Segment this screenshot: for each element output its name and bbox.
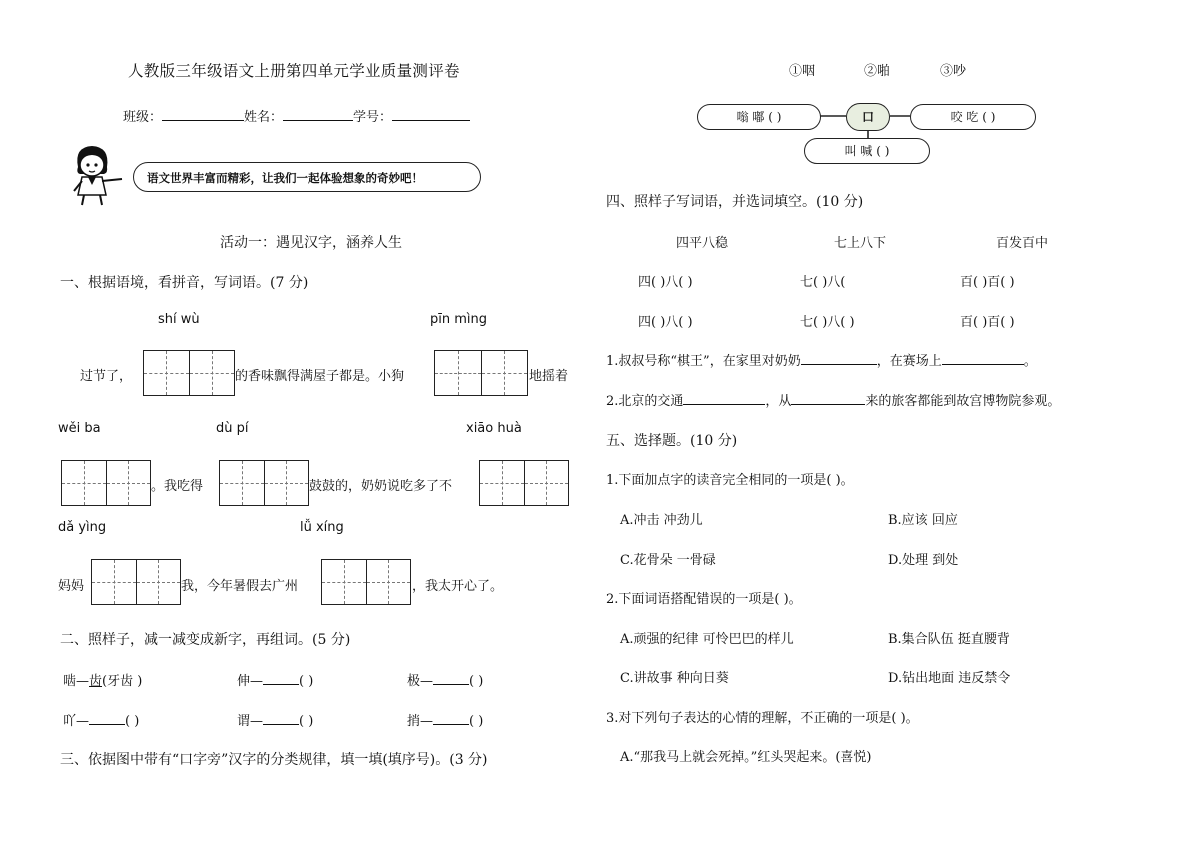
q2-word-ya[interactable]: ( ) <box>125 714 140 729</box>
q2-item-ya <box>63 710 139 729</box>
q2-char-shao: 捎— <box>407 714 434 729</box>
tianzige-dupi[interactable] <box>219 460 309 506</box>
q2-example <box>63 670 142 689</box>
q4-s1-part1: 1.叔叔号称“棋王”，在家里对奶奶 <box>606 354 801 369</box>
diagram-center-kou: 口 <box>846 103 890 131</box>
q2-char-ya: 吖— <box>63 714 90 729</box>
tianzige-xiaohua[interactable] <box>479 460 569 506</box>
q5-question-1: 1.下面加点字的读音完全相同的一项是( )。 <box>606 473 854 488</box>
q2-blank-ji[interactable] <box>433 671 469 685</box>
q2-item-shao <box>407 710 483 729</box>
q2-blank-ya[interactable] <box>89 711 125 725</box>
name-blank[interactable] <box>283 107 353 121</box>
q2-item-ji <box>407 670 483 689</box>
pinyin-dupi: dù pí <box>216 421 249 436</box>
q5-question-3: 3.对下列句子表达的心情的理解，不正确的一项是( )。 <box>606 711 919 726</box>
q1-text-5: 鼓鼓的，奶奶说吃多了不 <box>309 479 453 494</box>
q2-example-answer: 齿 <box>89 674 103 689</box>
class-blank[interactable] <box>162 107 244 121</box>
id-blank[interactable] <box>392 107 470 121</box>
q4-s1-blank2[interactable] <box>942 351 1024 365</box>
option-3: ③吵 <box>940 64 967 79</box>
q2-heading: 二、照样子，减一减变成新字，再组词。(5 分) <box>60 632 351 648</box>
id-label: 学号： <box>353 110 393 125</box>
q5-2-option-b[interactable]: B.集合队伍 挺直腰背 <box>888 632 1010 647</box>
q4-example-1: 四平八稳 <box>676 236 729 251</box>
q5-2-option-a[interactable]: A.顽强的纪律 可怜巴巴的样儿 <box>620 632 794 647</box>
q4-s1-part2: ，在赛场上 <box>876 354 942 369</box>
pinyin-lvxing: lǚ xíng <box>300 520 344 535</box>
q2-example-char: 啮— <box>63 674 90 689</box>
q4-blank-qi-1[interactable]: 七( )八( <box>800 275 846 290</box>
diagram-right-group[interactable]: 咬 吃 ( ) <box>910 104 1036 130</box>
q2-char-wei: 谓— <box>237 714 264 729</box>
q2-item-shen <box>237 670 313 689</box>
q4-sentence-2 <box>606 390 1060 409</box>
q1-text-7: 我，今年暑假去广州 <box>181 579 299 594</box>
q2-blank-shao[interactable] <box>433 711 469 725</box>
activity-heading: 活动一：遇见汉字，涵养人生 <box>220 235 402 251</box>
q5-1-option-c[interactable]: C.花骨朵 一骨碌 <box>620 553 716 568</box>
page-title: 人教版三年级语文上册第四单元学业质量测评卷 <box>128 62 460 80</box>
q4-blank-si-1[interactable]: 四( )八( ) <box>638 275 693 290</box>
pinyin-weiba: wěi ba <box>58 421 101 436</box>
q4-blank-qi-2[interactable]: 七( )八( ) <box>800 315 855 330</box>
q5-2-option-d[interactable]: D.钻出地面 违反禁令 <box>888 671 1011 686</box>
speech-bubble-text: 语文世界丰富而精彩，让我们一起体验想象的奇妙吧！ <box>147 171 423 185</box>
q5-1-option-a[interactable]: A.冲击 冲劲儿 <box>620 513 703 528</box>
speech-bubble <box>133 162 481 192</box>
q4-blank-si-2[interactable]: 四( )八( ) <box>638 315 693 330</box>
q1-text-3: 地摇着 <box>529 369 569 384</box>
q1-heading: 一、根据语境，看拼音，写词语。(7 分) <box>60 275 309 291</box>
q2-blank-shen[interactable] <box>263 671 299 685</box>
q4-s1-blank1[interactable] <box>801 351 877 365</box>
option-1: ①咽 <box>789 64 816 79</box>
class-label: 班级： <box>123 110 163 125</box>
q4-s2-part1: 2.北京的交通 <box>606 394 684 409</box>
q1-text-6: 妈妈 <box>58 579 85 594</box>
q2-item-wei <box>237 710 313 729</box>
q2-example-word: (牙齿 ) <box>102 674 143 689</box>
pinyin-daying: dǎ yìng <box>58 520 107 535</box>
pinyin-pinming: pīn mìng <box>430 312 488 327</box>
q2-blank-wei[interactable] <box>263 711 299 725</box>
girl-illustration-icon <box>64 143 130 207</box>
q2-word-shao[interactable]: ( ) <box>469 714 484 729</box>
q4-s2-part3: 来的旅客都能到故宫博物院参观。 <box>865 394 1061 409</box>
q1-text-8: ，我太开心了。 <box>412 579 504 594</box>
diagram-bottom-group[interactable]: 叫 喊 ( ) <box>804 138 930 164</box>
q1-text-2: 的香味飘得满屋子都是。小狗 <box>235 369 405 384</box>
q4-blank-bai-1[interactable]: 百( )百( ) <box>960 275 1015 290</box>
q4-s2-blank1[interactable] <box>683 391 765 405</box>
pinyin-xiaohua: xiāo huà <box>466 421 522 436</box>
q2-word-wei[interactable]: ( ) <box>299 714 314 729</box>
q2-word-shen[interactable]: ( ) <box>299 674 314 689</box>
q4-s1-part3: 。 <box>1023 354 1037 369</box>
q5-question-2: 2.下面词语搭配错误的一项是( )。 <box>606 592 802 607</box>
q5-heading: 五、选择题。(10 分) <box>606 433 738 449</box>
q2-char-shen: 伸— <box>237 674 264 689</box>
tianzige-weiba[interactable] <box>61 460 151 506</box>
q3-heading: 三、依据图中带有“口字旁”汉字的分类规律，填一填(填序号)。(3 分) <box>60 752 488 768</box>
q4-blank-bai-2[interactable]: 百( )百( ) <box>960 315 1015 330</box>
tianzige-pinming[interactable] <box>434 350 528 396</box>
pinyin-shiwu: shí wù <box>158 312 200 327</box>
tianzige-lvxing[interactable] <box>321 559 411 605</box>
tianzige-daying[interactable] <box>91 559 181 605</box>
q5-1-option-b[interactable]: B.应该 回应 <box>888 513 958 528</box>
q1-text-4: 。我吃得 <box>151 479 204 494</box>
q5-3-option-a[interactable]: A.“那我马上就会死掉。”红头哭起来。(喜悦) <box>620 750 872 765</box>
q4-example-3: 百发百中 <box>996 236 1049 251</box>
tianzige-shiwu[interactable] <box>143 350 235 396</box>
q2-char-ji: 极— <box>407 674 434 689</box>
q2-word-ji[interactable]: ( ) <box>469 674 484 689</box>
option-2: ②啪 <box>864 64 891 79</box>
q5-2-option-c[interactable]: C.讲故事 种向日葵 <box>620 671 729 686</box>
q4-heading: 四、照样子写词语，并选词填空。(10 分) <box>606 194 864 210</box>
q4-sentence-1 <box>606 350 1037 369</box>
q1-text-1: 过节了， <box>80 369 133 384</box>
name-label: 姓名： <box>244 110 284 125</box>
q4-s2-blank2[interactable] <box>791 391 865 405</box>
q4-s2-part2: ，从 <box>765 394 792 409</box>
student-info-row <box>123 106 470 125</box>
diagram-left-group[interactable]: 嗡 嘟 ( ) <box>697 104 821 130</box>
q5-1-option-d[interactable]: D.处理 到处 <box>888 553 959 568</box>
q4-example-2: 七上八下 <box>834 236 887 251</box>
